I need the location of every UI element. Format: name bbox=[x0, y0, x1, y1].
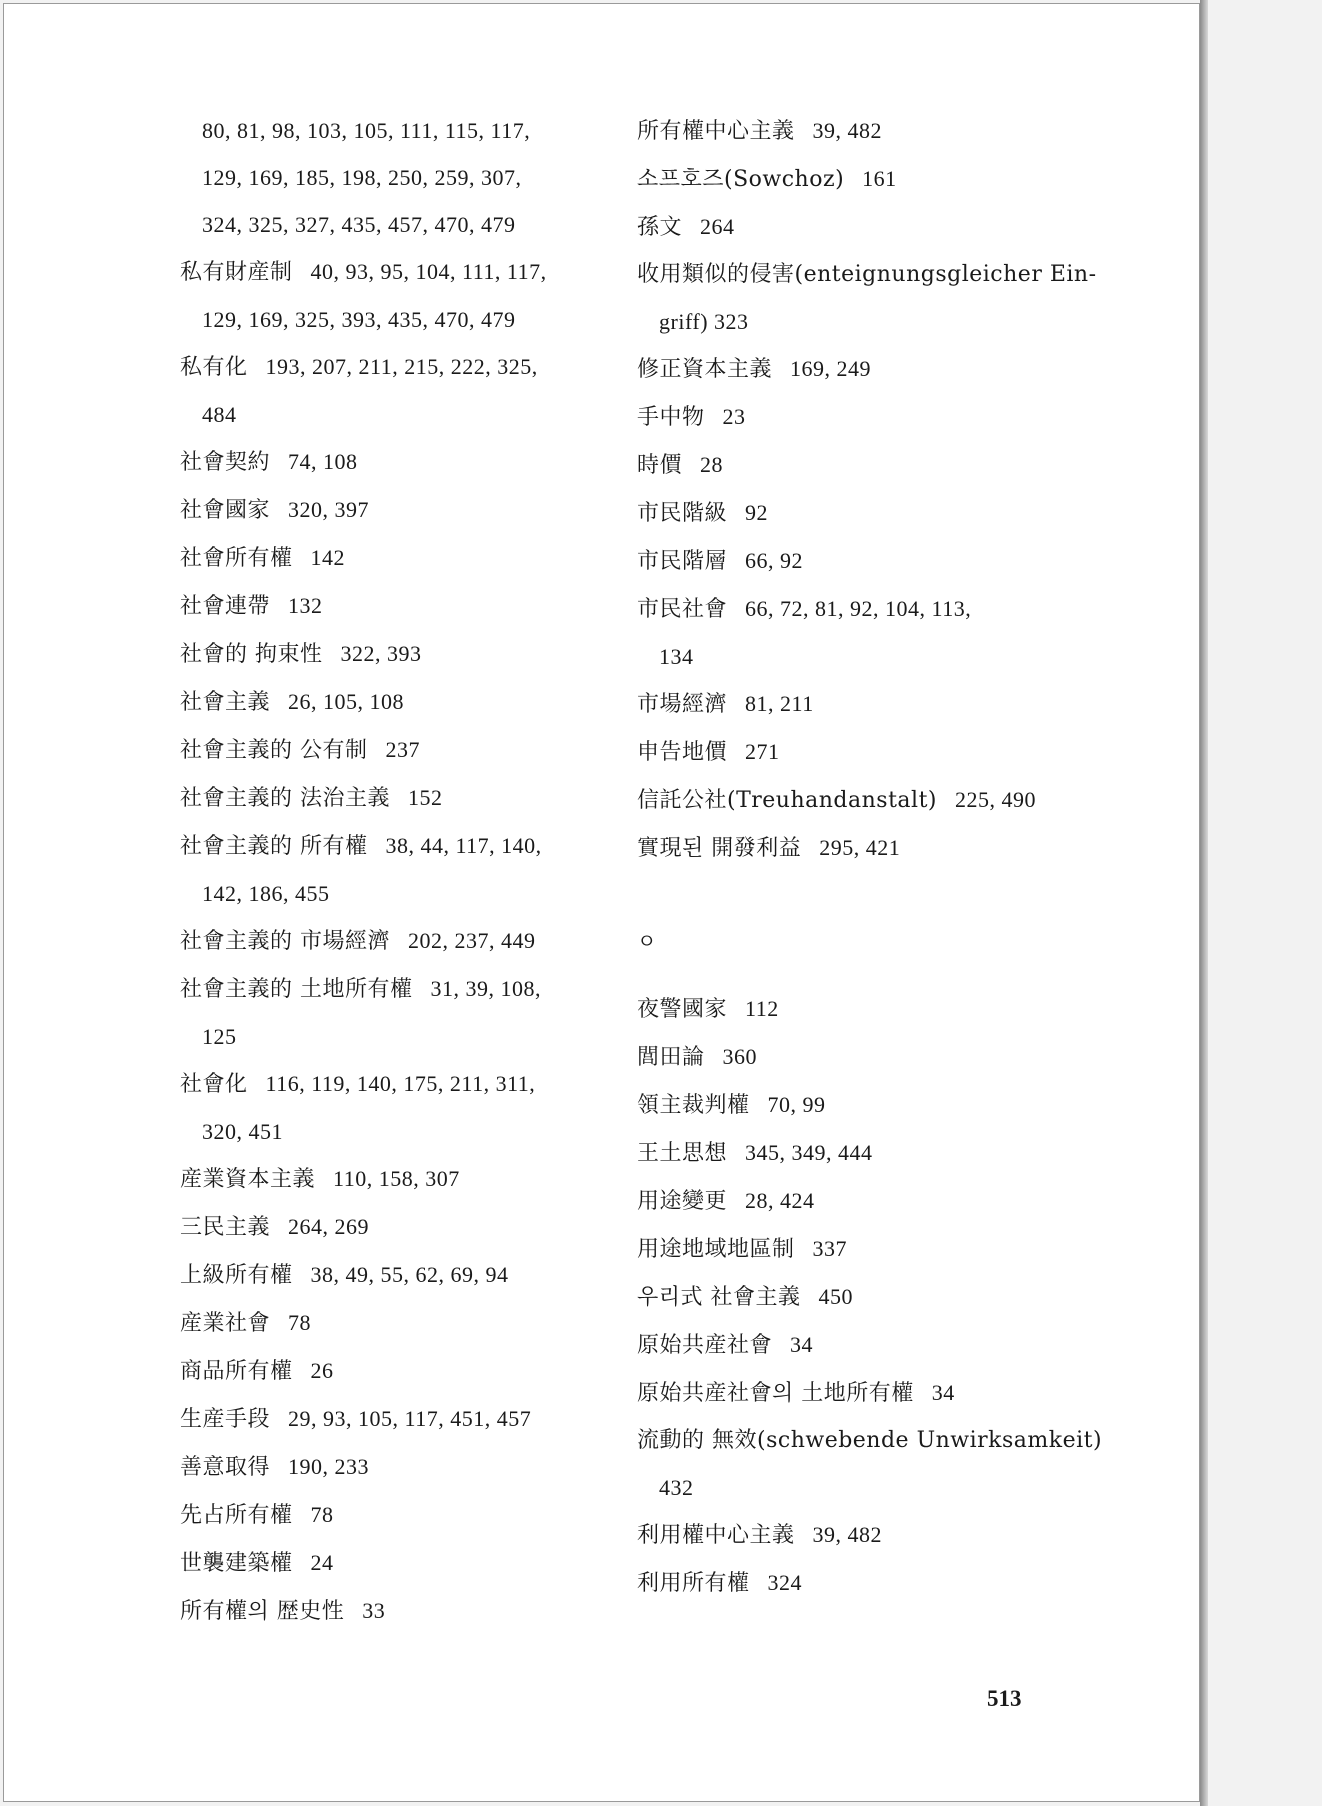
index-term: 原始共産社會 bbox=[637, 1333, 773, 1358]
index-pages: 29, 93, 105, 117, 451, 457 bbox=[288, 1406, 532, 1431]
index-pages: 28 bbox=[700, 452, 724, 477]
index-pages: 66, 72, 81, 92, 104, 113, bbox=[745, 596, 972, 621]
index-term: 商品所有權 bbox=[180, 1359, 293, 1384]
index-entry bbox=[637, 824, 1077, 872]
index-pages: 38, 44, 117, 140, bbox=[385, 833, 542, 858]
index-term: 所有權의 歴史性 bbox=[180, 1599, 345, 1624]
index-pages: 190, 233 bbox=[288, 1454, 370, 1479]
index-term: 우리式 社會主義 bbox=[637, 1285, 801, 1310]
index-entry bbox=[180, 1347, 620, 1395]
index-entry bbox=[637, 537, 1077, 585]
index-term: 原始共産社會의 土地所有權 bbox=[637, 1381, 914, 1406]
index-pages: 193, 207, 211, 215, 222, 325, bbox=[265, 354, 538, 379]
index-entry bbox=[180, 486, 620, 534]
index-pages: 28, 424 bbox=[745, 1188, 815, 1213]
index-term: 私有財産制 bbox=[180, 260, 293, 285]
index-term: 手中物 bbox=[637, 405, 705, 430]
index-pages: 152 bbox=[408, 785, 443, 810]
index-entry bbox=[637, 1559, 1077, 1607]
index-entry bbox=[180, 438, 620, 486]
index-term: 收用類似的侵害(enteignungsgleicher Ein- bbox=[637, 262, 1097, 287]
index-entry bbox=[180, 582, 620, 630]
index-pages: 225, 490 bbox=[955, 787, 1036, 812]
index-pages: 324 bbox=[767, 1570, 803, 1595]
index-entry bbox=[637, 1321, 1077, 1369]
index-entry bbox=[637, 1225, 1077, 1273]
section-letter-heading: ㅇ bbox=[637, 929, 657, 953]
index-entry bbox=[180, 917, 620, 965]
index-pages: 169, 249 bbox=[790, 356, 872, 381]
index-pages: 92 bbox=[745, 500, 769, 525]
index-term: 社會主義的 公有制 bbox=[180, 738, 368, 763]
index-entry bbox=[180, 774, 620, 822]
index-pages: 78 bbox=[310, 1502, 334, 1527]
index-pages-continuation: 324, 325, 327, 435, 457, 470, 479 bbox=[202, 212, 516, 237]
index-pages: 74, 108 bbox=[288, 449, 358, 474]
index-pages: 23 bbox=[722, 404, 746, 429]
index-pages: 39, 482 bbox=[812, 118, 883, 143]
index-term: 時價 bbox=[637, 453, 683, 478]
page-edge-shadow bbox=[1200, 0, 1208, 1806]
index-entry bbox=[637, 1417, 1103, 1464]
index-term: 市民階層 bbox=[637, 549, 728, 574]
index-entry bbox=[637, 985, 1077, 1033]
index-entry bbox=[180, 1539, 620, 1587]
index-term: 社會所有權 bbox=[180, 546, 293, 571]
index-pages: 110, 158, 307 bbox=[333, 1166, 460, 1191]
index-term: 孫文 bbox=[637, 215, 683, 240]
index-term: 社會主義的 市場經濟 bbox=[180, 929, 390, 954]
index-entry bbox=[637, 1033, 1077, 1081]
index-term: 實現된 開發利益 bbox=[637, 836, 802, 861]
index-entry bbox=[180, 248, 620, 296]
index-pages: 31, 39, 108, bbox=[430, 976, 541, 1001]
index-pages: 345, 349, 444 bbox=[745, 1140, 873, 1165]
index-term: 流動的 無效(schwebende Unwirksamkeit) bbox=[637, 1428, 1103, 1453]
index-term: 社會主義的 土地所有權 bbox=[180, 977, 413, 1002]
index-pages: 81, 211 bbox=[745, 691, 814, 716]
index-term: 用途地域地區制 bbox=[637, 1237, 795, 1262]
index-pages-continuation: 134 bbox=[659, 644, 694, 669]
index-term: 産業社會 bbox=[180, 1311, 271, 1336]
index-entry bbox=[637, 441, 1077, 489]
document-page bbox=[3, 3, 1200, 1802]
index-pages: 40, 93, 95, 104, 111, 117, bbox=[310, 259, 547, 284]
index-entry bbox=[637, 107, 1077, 155]
index-pages: 116, 119, 140, 175, 211, 311, bbox=[265, 1071, 536, 1096]
index-pages: 295, 421 bbox=[819, 835, 901, 860]
index-entry bbox=[180, 343, 620, 391]
index-entry bbox=[180, 678, 620, 726]
index-entry bbox=[637, 1129, 1077, 1177]
index-pages: 271 bbox=[745, 739, 780, 764]
index-entry bbox=[180, 1491, 620, 1539]
index-term: 社會主義的 法治主義 bbox=[180, 786, 390, 811]
index-pages: 322, 393 bbox=[340, 641, 422, 666]
index-term: 上級所有權 bbox=[180, 1263, 293, 1288]
index-pages: 202, 237, 449 bbox=[408, 928, 536, 953]
index-entry bbox=[637, 393, 1077, 441]
index-pages: 24 bbox=[310, 1550, 334, 1575]
index-term: 社會的 拘束性 bbox=[180, 642, 323, 667]
right-index-column bbox=[637, 107, 1103, 1607]
index-term: 社會化 bbox=[180, 1072, 248, 1097]
index-pages: 337 bbox=[812, 1236, 848, 1261]
index-entry bbox=[180, 726, 620, 774]
index-pages: 70, 99 bbox=[767, 1092, 826, 1117]
index-pages: 34 bbox=[931, 1380, 955, 1405]
index-entry bbox=[637, 155, 1077, 203]
index-pages: 33 bbox=[362, 1598, 386, 1623]
index-term: 利用所有權 bbox=[637, 1571, 750, 1596]
index-pages: 78 bbox=[288, 1310, 312, 1335]
index-term: 社會連帶 bbox=[180, 594, 271, 619]
index-term: 소프호즈(Sowchoz) bbox=[637, 167, 845, 192]
index-entry bbox=[180, 1587, 620, 1635]
index-pages: 34 bbox=[790, 1332, 814, 1357]
index-term: 私有化 bbox=[180, 355, 248, 380]
index-term: 申告地價 bbox=[637, 740, 728, 765]
index-term: 夜警國家 bbox=[637, 997, 728, 1022]
index-pages-continuation: 320, 451 bbox=[202, 1119, 283, 1144]
index-term: 社會主義的 所有權 bbox=[180, 834, 368, 859]
index-entry bbox=[637, 1081, 1077, 1129]
index-pages-continuation: griff) 323 bbox=[659, 309, 749, 334]
index-entry bbox=[180, 1251, 620, 1299]
index-term: 社會契約 bbox=[180, 450, 271, 475]
index-entry bbox=[637, 585, 1077, 633]
index-pages: 112 bbox=[745, 996, 779, 1021]
index-term: 修正資本主義 bbox=[637, 357, 773, 382]
index-pages: 264 bbox=[700, 214, 735, 239]
index-pages: 320, 397 bbox=[288, 497, 370, 522]
index-pages: 142 bbox=[310, 545, 346, 570]
index-pages: 264, 269 bbox=[288, 1214, 370, 1239]
index-entry bbox=[180, 1060, 620, 1108]
index-pages: 26, 105, 108 bbox=[288, 689, 405, 714]
index-term: 生産手段 bbox=[180, 1407, 271, 1432]
index-pages-continuation: 80, 81, 98, 103, 105, 111, 115, 117, bbox=[202, 118, 531, 143]
index-entry bbox=[180, 822, 620, 870]
page-number: 513 bbox=[987, 1686, 1022, 1711]
index-term: 社會國家 bbox=[180, 498, 271, 523]
index-entry bbox=[180, 1443, 620, 1491]
index-pages: 26 bbox=[310, 1358, 334, 1383]
index-term: 産業資本主義 bbox=[180, 1167, 316, 1192]
index-entry bbox=[637, 680, 1077, 728]
index-pages-continuation: 432 bbox=[659, 1475, 694, 1500]
index-entry bbox=[637, 1177, 1077, 1225]
index-entry bbox=[637, 203, 1077, 251]
index-term: 信託公社(Treuhandanstalt) bbox=[637, 788, 937, 813]
index-pages-continuation: 129, 169, 325, 393, 435, 470, 479 bbox=[202, 307, 516, 332]
index-entry bbox=[180, 534, 620, 582]
index-entry bbox=[637, 489, 1077, 537]
index-term: 用途變更 bbox=[637, 1189, 728, 1214]
index-term: 市場經濟 bbox=[637, 692, 728, 717]
index-pages-continuation: 125 bbox=[202, 1024, 237, 1049]
index-entry bbox=[180, 1155, 620, 1203]
index-entry bbox=[637, 728, 1077, 776]
index-pages-continuation: 142, 186, 455 bbox=[202, 881, 330, 906]
index-term: 王土思想 bbox=[637, 1141, 728, 1166]
index-term: 領主裁判權 bbox=[637, 1093, 750, 1118]
index-entry bbox=[637, 1369, 1077, 1417]
index-term: 閭田論 bbox=[637, 1045, 705, 1070]
index-entry bbox=[180, 1299, 620, 1347]
index-term: 社會主義 bbox=[180, 690, 271, 715]
index-entry bbox=[180, 1203, 620, 1251]
index-entry bbox=[180, 630, 620, 678]
index-entry bbox=[180, 965, 620, 1013]
index-entry bbox=[180, 1395, 620, 1443]
index-term: 善意取得 bbox=[180, 1455, 271, 1480]
index-pages: 38, 49, 55, 62, 69, 94 bbox=[310, 1262, 509, 1287]
index-pages: 237 bbox=[385, 737, 420, 762]
index-pages-continuation: 484 bbox=[202, 402, 237, 427]
index-term: 利用權中心主義 bbox=[637, 1523, 795, 1548]
index-pages: 132 bbox=[288, 593, 323, 618]
index-term: 市民階級 bbox=[637, 501, 728, 526]
index-entry bbox=[637, 776, 1077, 824]
index-pages-continuation: 129, 169, 185, 198, 250, 259, 307, bbox=[202, 165, 522, 190]
index-term: 先占所有權 bbox=[180, 1503, 293, 1528]
index-entry bbox=[637, 1273, 1077, 1321]
index-pages: 360 bbox=[722, 1044, 758, 1069]
index-term: 所有權中心主義 bbox=[637, 119, 795, 144]
index-pages: 161 bbox=[862, 166, 897, 191]
index-pages: 39, 482 bbox=[812, 1522, 883, 1547]
index-term: 三民主義 bbox=[180, 1215, 271, 1240]
index-pages: 66, 92 bbox=[745, 548, 804, 573]
index-term: 世襲建築權 bbox=[180, 1551, 293, 1576]
index-entry bbox=[637, 345, 1077, 393]
index-entry bbox=[637, 1511, 1077, 1559]
index-pages: 450 bbox=[818, 1284, 853, 1309]
left-index-column bbox=[180, 107, 620, 1635]
index-term: 市民社會 bbox=[637, 597, 728, 622]
index-entry bbox=[637, 251, 1097, 298]
